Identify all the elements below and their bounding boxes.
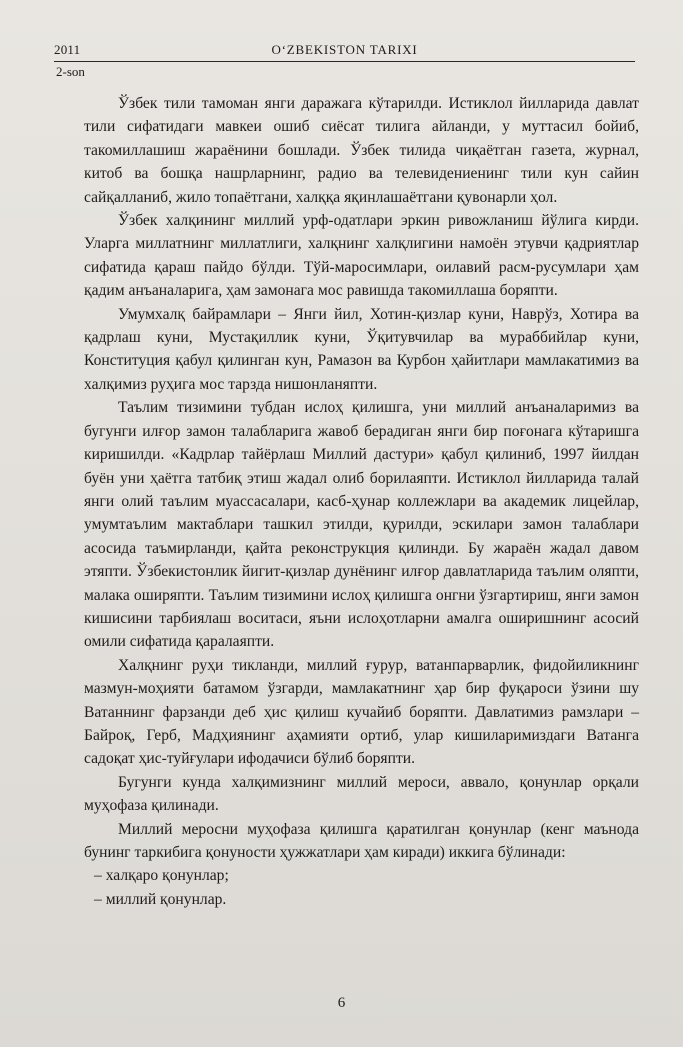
paragraph: Бугунги кунда халқимизнинг миллий мероси, аввало, қонунлар орқали муҳофаза қилинади. [84,773,639,815]
article-body [84,92,639,911]
paragraph: Ўзбек тили тамоман янги даражага кўтарилди. Истиклол йилларида давлат тили сифатидаги мавкеи ошиб сиёсат тилига айланди, у муттасил бойиб, такомиллашиш жараёнини бошлади. Ўзбек тилида чиқаётган газета, журнал, китоб ва бошқа нашрларнинг, радио ва телевидениенинг тили кун сайин сайқалланиб, жило топаётгани, халққа яқинлашаётгани қувонарли ҳол. [84,95,639,206]
paragraph: Таълим тизимини тубдан ислоҳ қилишга, уни миллий анъаналаримиз ва бугунги илғор замон талабларига жавоб берадиган янги бир поғонага кўтаришга киришилди. «Кадрлар тайёрлаш Миллий дастури» қабул қилиниб, 1997 йилдан буён уни ҳаётга татбиқ этиш жадал олиб борилаяпти. Истиклол йилларида талай янги олий таълим муассасалари, касб-ҳунар коллежлари ва академик лицейлар, умумтаълим мактаблари ташкил этилди, қурилди, эскилари замон талаблари асосида таъмирланди, қайта реконструкция қилинди. Бу жараён жадал давом этяпти. Ўзбекистонлик йигит-қизлар дунёнинг илғор давлатларида таълим оляпти, малака оширяпти. Таълим тизимини ислоҳ қилишга онгни ўзгартириш, янги замон кишисини тарбиялаш воситаси, яъни ислоҳотларни амалга оширишнинг асосий омили сифатида қаралаяпти. [84,399,639,651]
paragraph: Умумхалқ байрамлари – Янги йил, Хотин-қизлар куни, Наврўз, Хотира ва қадрлаш куни, Мустақиллик куни, Ўқитувчилар ва мураббийлар куни, Конституция қабул қилинган кун, Рамазон ва Курбон ҳайитлари мамлакатимиз ва халқимиз руҳига мос тарзда нишонланяпти. [84,305,639,393]
paragraph: Миллий меросни муҳофаза қилишга қаратилган қонунлар (кенг маънода бунинг таркибига қонуности ҳужжатлари ҳам киради) иккига бўлинади: [84,820,639,861]
paragraph: Ўзбек халқининг миллий урф-одатлари эркин ривожланиш йўлига кирди. Уларга миллатнинг миллатлиги, халқнинг халқлигини намоён этувчи қадриятлар сифатида қараш пайдо бўлди. Тўй-маросимлари, оилавий расм-русумлари ҳам қадим анъаналарига, ҳам замонага мос равишда такомиллаша боряпти. [84,212,639,300]
list-item: – халқаро қонунлар; [94,867,229,885]
issue-number: 2-son [56,64,85,79]
running-header [54,42,635,60]
page-number: 6 [337,995,346,1011]
header-rule [54,61,635,62]
header-journal-title: O‘ZBEKISTON TARIXI [271,42,418,57]
paragraph: Халқнинг руҳи тикланди, миллий ғурур, ватанпарварлик, фидойиликнинг мазмун-моҳияти батамом ўзгарди, мамлакатнинг ҳар бир фуқароси ўзини шу Ватаннинг фарзанди деб ҳис қилиш кучайиб боряпти. Давлатимиз рамзлари – Байроқ, Герб, Мадҳиянинг аҳамияти ортиб, улар кишиларимиздаги Ватанга садоқат ҳис-туйғулари ифодачиси бўлиб боряпти. [84,656,639,768]
header-year: 2011 [54,42,81,57]
list-item: – миллий қонунлар. [94,890,227,908]
law-types-list [84,864,639,911]
